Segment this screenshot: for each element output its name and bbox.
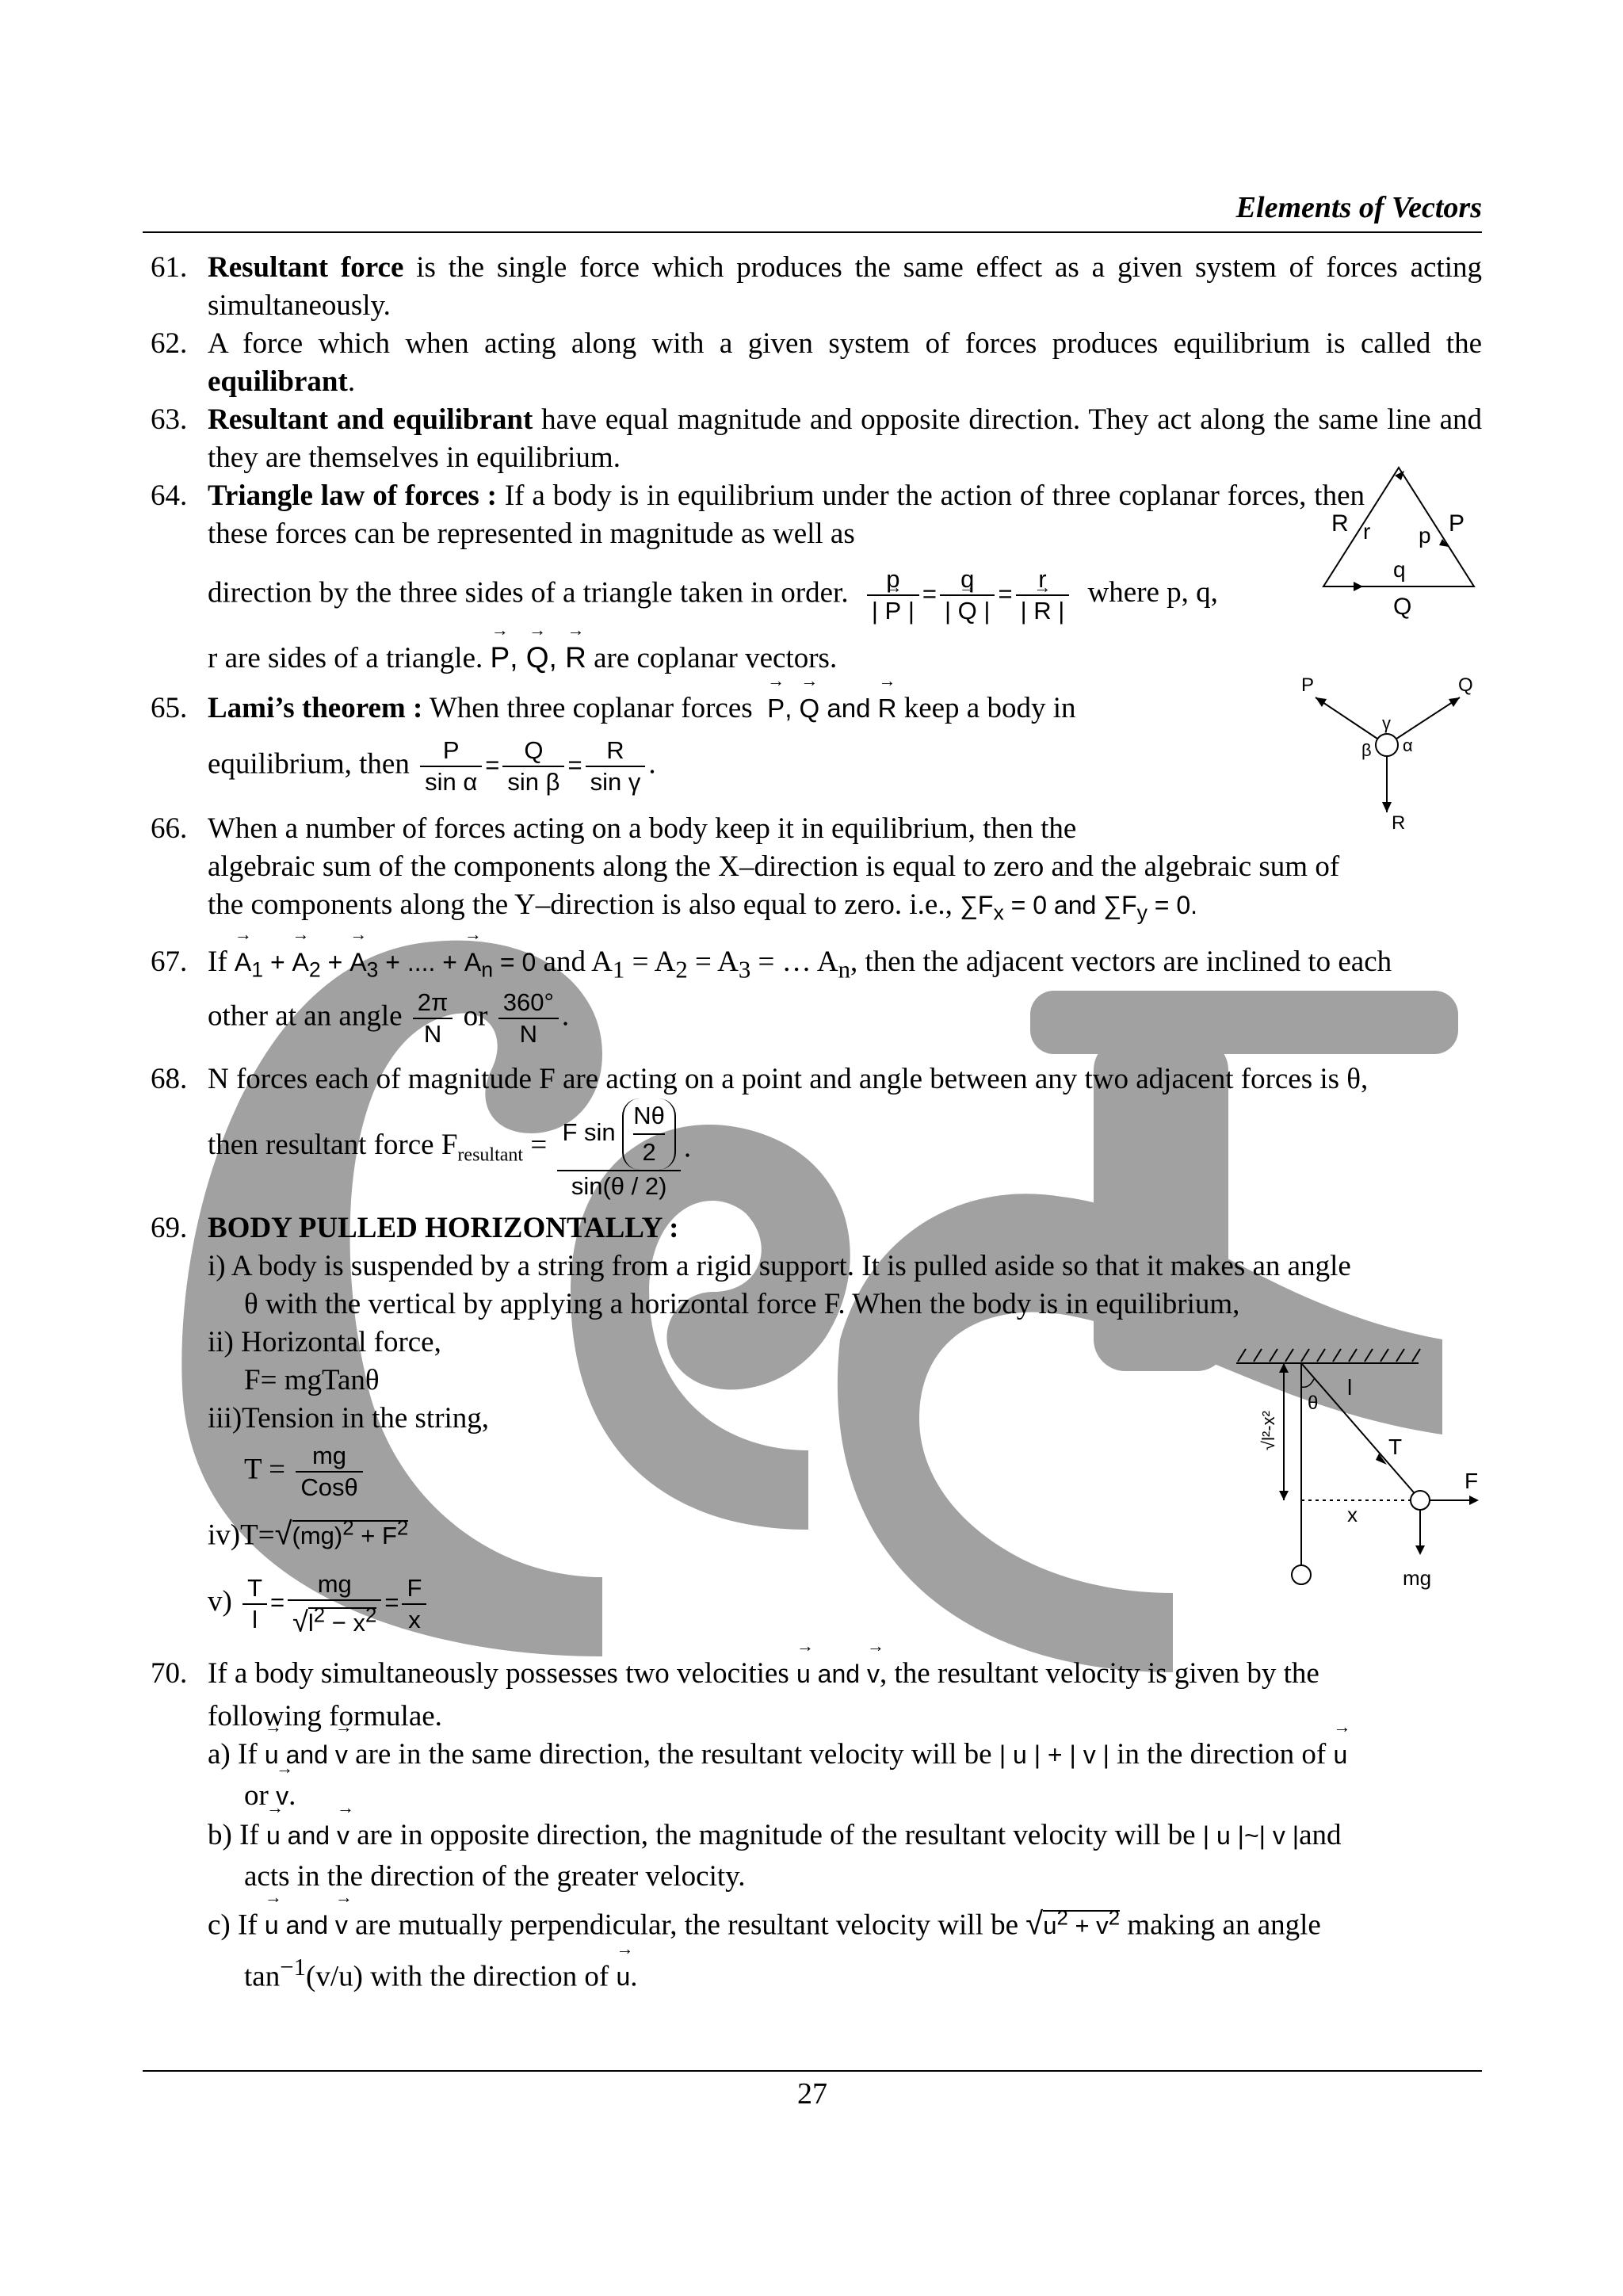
svg-text:α: α	[1403, 735, 1413, 755]
item-69-v: v) $\frac{T}{l}$ = $\frac{mg}{√l^2 - x^2}$ = $\frac{F}{x}$	[208, 1569, 430, 1638]
svg-text:Q: Q	[1458, 674, 1473, 696]
item-70-c-line2: $\tan^{-1}(v/u)$ with the direction of → u.	[244, 1948, 638, 1996]
page-number: 27	[797, 2077, 827, 2111]
item-70-b-line2: acts in the direction of the greater velocity.	[244, 1860, 746, 1893]
item-number: 62.	[151, 327, 188, 360]
footer-rule	[143, 2070, 1482, 2072]
pendulum-figure	[1228, 1339, 1490, 1609]
item-70-c: c) If → u and → v are mutually perpendicular, the resultant velocity will be $√u^2 + v^2$ making an angle	[208, 1904, 1482, 1944]
svg-text:l: l	[1347, 1375, 1353, 1400]
item-number: 70.	[151, 1657, 188, 1690]
item-text: Lami’s theorem : When three coplanar forces → P, → Q and → R keep a body in	[208, 690, 1420, 728]
lami-figure	[1292, 650, 1482, 832]
item-text: Triangle law of forces : If a body is in equilibrium under the action of three coplanar forces, then these forces can be represented in magnitude as well as	[208, 479, 1365, 550]
item-70-b: b) If → u and → v are in opposite direction, the magnitude of the resultant velocity will be | u |~| v |and	[208, 1817, 1482, 1855]
item-number: 66.	[151, 812, 188, 845]
item-64-line3: r are sides of a triangle. → P, → Q, → R are coplanar vectors.	[208, 639, 837, 678]
item-67-line2: other at an angle $\frac{2\pi}{N}$ or $\frac{360^\circ}{N}$ .	[208, 988, 570, 1048]
item-heading: BODY PULLED HORIZONTALLY :	[208, 1212, 679, 1244]
item-number: 69.	[151, 1212, 188, 1244]
item-number: 64.	[151, 479, 188, 512]
svg-text:x: x	[1347, 1503, 1358, 1526]
item-70-a: a) If → u and → v are in the same direction, the resultant velocity will be | u | + | v | in the direction of → u	[208, 1736, 1482, 1774]
svg-text:γ: γ	[1382, 713, 1391, 733]
triangle-Q-label: Q	[1393, 594, 1412, 620]
item-number: 68.	[151, 1063, 188, 1095]
triangle-q-label: q	[1393, 557, 1406, 582]
item-text: Resultant force is the single force which produces the same effect as a given system of forces acting simultaneously.	[208, 251, 1482, 322]
item-number: 63.	[151, 403, 188, 436]
item-64-line2: direction by the three sides of a triangle taken in order. $\frac{p}{| \to P |}$ = $\frac{q}{| \to Q |}$ = $\frac{r}{| \to R |}$ where p, q,	[208, 564, 1218, 626]
item-65-line2: equilibrium, then $\frac{P}{\text{sin α}}$ = $\frac{Q}{\text{sin β}}$ = $\frac{R}{\text{sin γ}}$ .	[208, 736, 656, 796]
item-text: N forces each of magnitude F are acting on a point and angle between any two adjacent forces is θ,	[208, 1063, 1369, 1095]
triangle-P-label: P	[1449, 510, 1465, 537]
svg-text:F: F	[1465, 1469, 1479, 1493]
item-text: If a body simultaneously possesses two velocities → u and → v, the resultant velocity is given by the	[208, 1655, 1482, 1693]
triangle-r-label: r	[1363, 519, 1371, 544]
item-69-ii-eq: F= mgTanθ	[244, 1364, 380, 1396]
triangle-law-figure	[1316, 460, 1482, 626]
header-rule	[143, 231, 1482, 233]
item-69-i: i) A body is suspended by a string from a rigid support. It is pulled aside so that it makes an angle	[208, 1250, 1351, 1282]
item-66-line3: the components along the Y–direction is also equal to zero. i.e., $\sum F_x = 0$ and $\sum F_y = 0$.	[208, 888, 1198, 925]
item-69-iv: $iv)T=√(mg)^2 + F^2$	[208, 1516, 409, 1552]
svg-text:mg: mg	[1403, 1566, 1432, 1590]
item-number: 65.	[151, 692, 188, 724]
running-header: Elements of Vectors	[1235, 191, 1482, 224]
svg-text:R: R	[1392, 812, 1406, 832]
item-68-line2: then resultant force $F_{resultant}$ = F sin $\frac{N\theta}{2}$ sin(θ / 2) .	[208, 1098, 691, 1209]
item-number: 61.	[151, 251, 188, 284]
item-text: A force which when acting along with a given system of forces produces equilibrium is called the equilibrant.	[208, 327, 1482, 398]
triangle-R-label: R	[1331, 510, 1349, 537]
svg-text:T: T	[1388, 1435, 1403, 1459]
svg-text:θ: θ	[1308, 1392, 1319, 1414]
item-66-line2: algebraic sum of the components along the X–direction is equal to zero and the algebraic sum of	[208, 850, 1340, 883]
item-69-iii: iii)Tension in the string,	[208, 1402, 490, 1435]
item-69-i-line2: θ with the vertical by applying a horizontal force F. When the body is in equilibrium,	[244, 1288, 1240, 1320]
item-text: Resultant and equilibrant have equal magnitude and opposite direction. They act along the same line and they are themselves in equilibrium.	[208, 403, 1482, 474]
item-70-line2: following formulae.	[208, 1700, 442, 1733]
item-69-iii-eq: T = $\frac{mg}{\text{Cosθ}}$	[244, 1441, 366, 1503]
svg-text:P: P	[1301, 674, 1315, 696]
svg-text:β: β	[1361, 740, 1372, 760]
item-70-a-line2: or → v.	[244, 1777, 296, 1815]
svg-text:√l²-x²: √l²-x²	[1258, 1411, 1278, 1450]
item-69-ii: ii) Horizontal force,	[208, 1326, 441, 1358]
triangle-p-label: p	[1419, 523, 1431, 548]
item-text: $If \to A_1$ + → $A_2$ + → $A_3$ + .... + → $A_n = 0$ and $A_1 = A_2 = A_3$ = … $A_n$, then the adjacent vectors are inclined to each	[208, 943, 1491, 988]
item-text: When a number of forces acting on a body keep it in equilibrium, then the	[208, 812, 1077, 845]
item-number: 67.	[151, 946, 188, 978]
